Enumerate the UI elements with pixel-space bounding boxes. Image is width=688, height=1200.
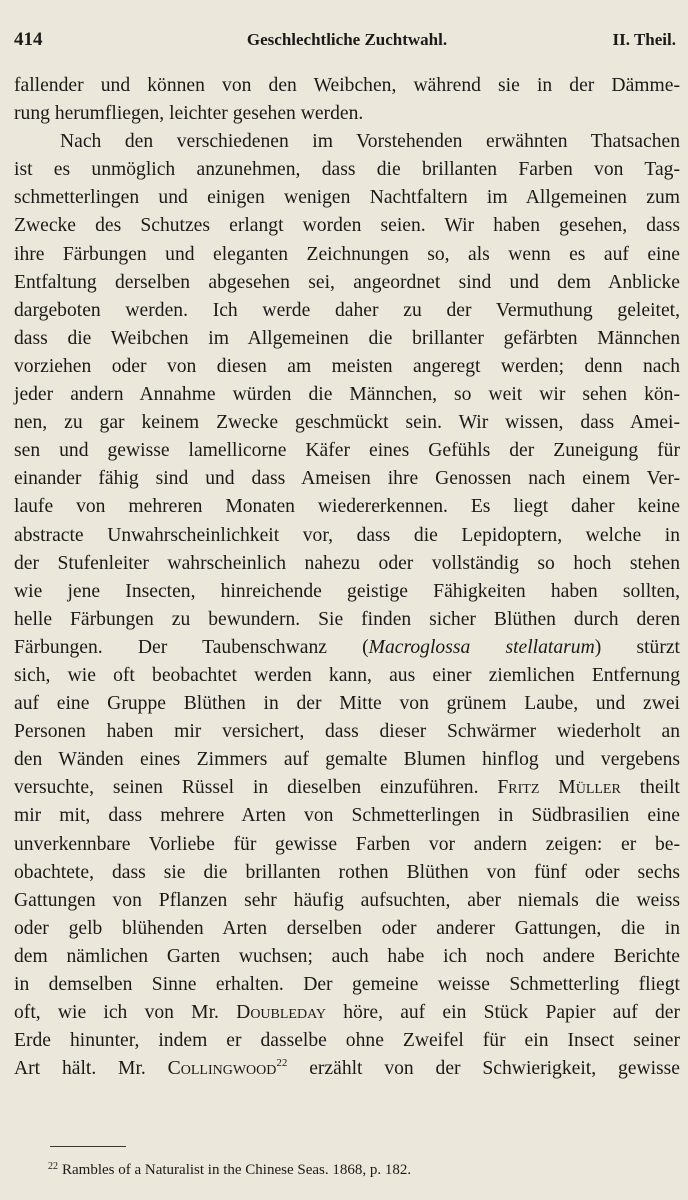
page-number: 414 (14, 29, 43, 50)
footnote-reference[interactable]: 22 (276, 1057, 288, 1070)
text-line: obachtete, dass sie die brillanten rothen Blüthen von fünf oder sechs (14, 861, 680, 883)
footnote-text: Rambles of a Naturalist in the Chinese Seas. 1868, p. 182. (62, 1162, 412, 1178)
text-line: einander fähig sind und dass Ameisen ihre Genossen nach einem Ver- (14, 468, 680, 490)
text-line: helle Färbungen zu bewundern. Sie finden sicher Blüthen durch deren (14, 608, 680, 630)
text-segment: erzählt von der Schwierigkeit, gewisse (287, 1058, 680, 1080)
text-segment: Färbungen. Der Taubenschwanz ( (14, 636, 369, 658)
text-line: den Wänden eines Zimmers auf gemalte Blumen hinflog und vergebens (14, 749, 680, 771)
text-line: jeder andern Annahme würden die Männchen, so weit wir sehen kön- (14, 384, 680, 406)
text-segment: ) stürzt (594, 636, 680, 658)
text-line (14, 1055, 680, 1085)
author-name: Collingwood (167, 1058, 277, 1080)
text-line: unverkennbare Vorliebe für gewisse Farben vor andern zeigen: er be- (14, 833, 680, 855)
text-line: Erde hinunter, indem er dasselbe ohne Zweifel für ein Insect seiner (14, 1030, 680, 1052)
text-line (14, 999, 680, 1027)
text-line: nen, zu gar keinem Zwecke geschmückt sein. Wir wissen, dass Amei- (14, 412, 680, 434)
text-line: sen und gewisse lamellicorne Käfer eines Gefühls der Zuneigung für (14, 440, 680, 462)
text-line: ihre Färbungen und eleganten Zeichnungen so, als wenn es auf eine (14, 243, 680, 265)
text-line: oder gelb blühenden Arten derselben oder anderer Gattungen, die in (14, 917, 680, 939)
text-line: dem nämlichen Garten wuchsen; auch habe ich noch andere Berichte (14, 945, 680, 967)
footnote-rule (50, 1146, 126, 1147)
part-label: II. Theil. (612, 30, 676, 49)
text-line: Gattungen von Pflanzen sehr häufig aufsuchten, aber niemals die weiss (14, 889, 680, 911)
body-text (14, 72, 680, 1085)
running-header (14, 28, 680, 52)
text-line: fallender und können von den Weibchen, während sie in der Dämme- (14, 75, 680, 96)
text-line: Personen haben mir versichert, dass dieser Schwärmer wiederholt an (14, 721, 680, 743)
text-line: ist es unmöglich anzunehmen, dass die brillanten Farben von Tag- (14, 159, 680, 181)
running-title: Geschlechtliche Zuchtwahl. (246, 30, 448, 49)
text-line: rung herumfliegen, leichter gesehen werden. (14, 103, 364, 125)
text-line: abstracte Unwahrscheinlichkeit vor, dass die Lepidoptern, welche in (14, 524, 680, 546)
species-name: Macroglossa stellatarum (368, 636, 595, 658)
text-line: laufe von mehreren Monaten wiedererkennen. Es liegt daher keine (14, 496, 680, 518)
author-name: Fritz Müller (497, 777, 621, 799)
text-line: vorziehen oder von diesen am meisten angeregt werden; denn nach (14, 355, 680, 377)
text-line: Entfaltung derselben abgesehen sei, angeordnet sind und dem Anblicke (14, 271, 680, 293)
text-line: mir mit, dass mehrere Arten von Schmetterlingen in Südbrasilien eine (14, 805, 680, 827)
text-line: der Stufenleiter wahrscheinlich nahezu oder vollständig so hoch stehen (14, 552, 680, 574)
text-line (14, 634, 680, 662)
text-line (14, 774, 680, 802)
text-segment: oft, wie ich von Mr. (14, 1002, 237, 1024)
text-line: dass die Weibchen im Allgemeinen die brillanter gefärbten Männchen (14, 327, 680, 349)
text-line: dargeboten werden. Ich werde daher zu der Vermuthung geleitet, (14, 299, 680, 321)
text-line: Zwecke des Schutzes erlangt worden seien. Wir haben gesehen, dass (14, 215, 680, 237)
text-line: wie jene Insecten, hinreichende geistige Fähigkeiten haben sollten, (14, 580, 680, 602)
text-segment: Art hält. Mr. (14, 1058, 168, 1080)
text-line: sich, wie oft beobachtet werden kann, aus einer ziemlichen Entfernung (14, 664, 680, 686)
author-name: Doubleday (236, 1002, 327, 1024)
text-segment: theilt (620, 777, 680, 799)
footnote (48, 1160, 648, 1182)
text-line: auf eine Gruppe Blüthen in der Mitte von grünem Laube, und zwei (14, 693, 680, 715)
text-line: in demselben Sinne erhalten. Der gemeine weisse Schmetterling fliegt (14, 974, 680, 995)
footnote-marker: 22 (48, 1161, 58, 1172)
text-segment: versuchte, seinen Rüssel in dieselben einzuführen. (14, 777, 498, 799)
text-line: Nach den verschiedenen im Vorstehenden erwähnten Thatsachen (60, 131, 680, 153)
text-segment: höre, auf ein Stück Papier auf der (326, 1002, 680, 1024)
text-line: schmetterlingen und einigen wenigen Nachtfaltern im Allgemeinen zum (14, 187, 680, 209)
